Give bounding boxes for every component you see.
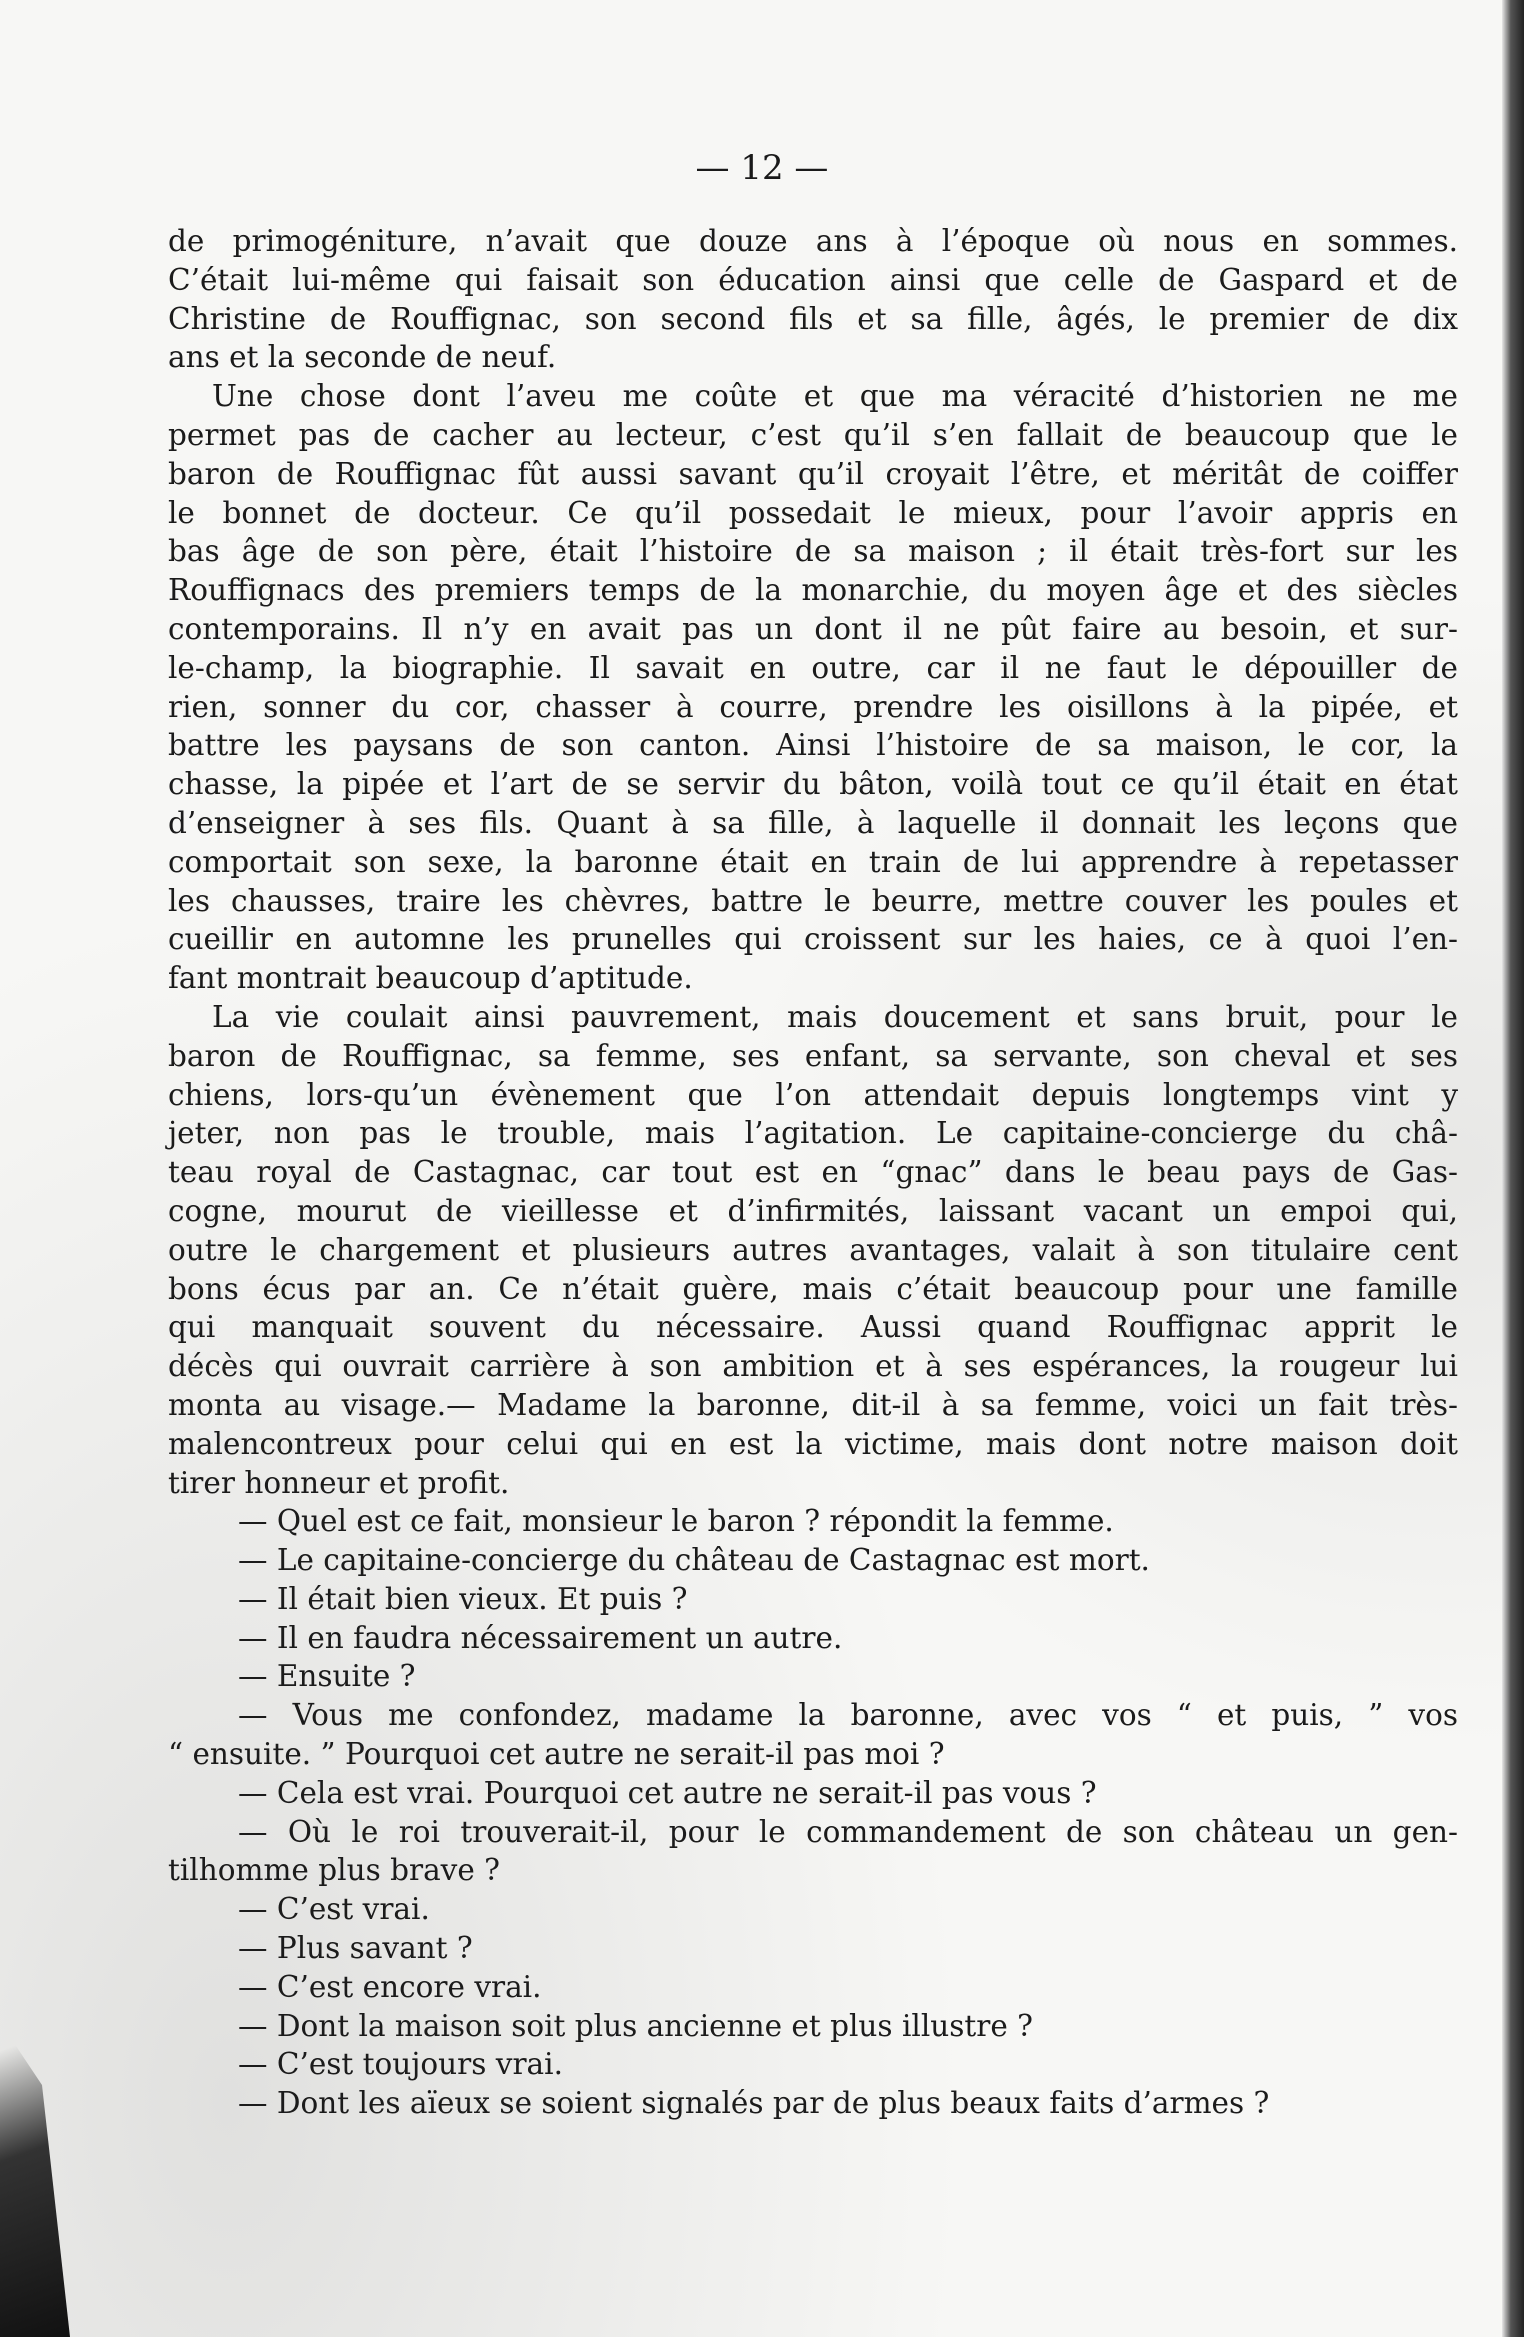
text-line: — Cela est vrai. Pourquoi cet autre ne serait-il pas vous ?: [238, 1775, 1097, 1810]
text-line: chiens, lors-qu’un évènement que l’on attendait depuis longtemps vint y: [168, 1077, 1458, 1112]
text-line: La vie coulait ainsi pauvrement, mais doucement et sans bruit, pour le: [212, 999, 1458, 1034]
text-line: bons écus par an. Ce n’était guère, mais c’était beaucoup pour une famille: [168, 1271, 1458, 1306]
text-line: le bonnet de docteur. Ce qu’il possedait le mieux, pour l’avoir appris en: [168, 495, 1458, 530]
page-edge-shadow: [1502, 0, 1524, 2337]
text-line: — Où le roi trouverait-il, pour le commandement de son château un gen-: [238, 1814, 1458, 1849]
text-line: tirer honneur et profit.: [168, 1465, 510, 1500]
text-line: Une chose dont l’aveu me coûte et que ma véracité d’historien ne me: [212, 379, 1458, 414]
text-line: Christine de Rouffignac, son second fils et sa fille, âgés, le premier de dix: [168, 301, 1458, 336]
text-line: — Il était bien vieux. Et puis ?: [238, 1581, 688, 1616]
text-line: outre le chargement et plusieurs autres avantages, valait à son titulaire cent: [168, 1232, 1458, 1267]
text-line: comportait son sexe, la baronne était en train de lui apprendre à repetasser: [168, 844, 1458, 879]
text-line: battre les paysans de son canton. Ainsi l’histoire de sa maison, le cor, la: [168, 728, 1458, 763]
text-line: bas âge de son père, était l’histoire de sa maison ; il était très-fort sur les: [168, 534, 1458, 569]
body-text: [168, 222, 1458, 2123]
text-line: les chausses, traire les chèvres, battre le beurre, mettre couver les poules et: [168, 883, 1458, 918]
text-line: monta au visage.— Madame la baronne, dit-il à sa femme, voici un fait très-: [168, 1387, 1458, 1422]
text-line: — Quel est ce fait, monsieur le baron ? répondit la femme.: [238, 1504, 1114, 1539]
text-line: — Le capitaine-concierge du château de Castagnac est mort.: [238, 1543, 1150, 1578]
text-line: de primogéniture, n’avait que douze ans à l’époque où nous en sommes.: [168, 224, 1458, 258]
page-number: — 12 —: [695, 148, 829, 188]
text-line: décès qui ouvrait carrière à son ambition et à ses espérances, la rougeur lui: [168, 1349, 1458, 1384]
text-line: C’était lui-même qui faisait son éducation ainsi que celle de Gaspard et de: [168, 262, 1458, 297]
text-line: permet pas de cacher au lecteur, c’est qu’il s’en fallait de beaucoup que le: [168, 417, 1458, 452]
text-line: tilhomme plus brave ?: [168, 1853, 500, 1888]
text-line: le-champ, la biographie. Il savait en outre, car il ne faut le dépouiller de: [168, 650, 1458, 685]
text-line: — Ensuite ?: [238, 1659, 416, 1694]
text-line: cogne, mourut de vieillesse et d’infirmités, laissant vacant un empoi qui,: [168, 1193, 1458, 1228]
text-line: — C’est encore vrai.: [238, 1969, 542, 2004]
text-line: Rouffignacs des premiers temps de la monarchie, du moyen âge et des siècles: [168, 573, 1458, 608]
text-line: contemporains. Il n’y en avait pas un dont il ne pût faire au besoin, et sur-: [168, 611, 1458, 646]
text-line: fant montrait beaucoup d’aptitude.: [168, 961, 693, 996]
text-line: jeter, non pas le trouble, mais l’agitation. Le capitaine-concierge du châ-: [168, 1116, 1458, 1151]
text-line: — Il en faudra nécessairement un autre.: [238, 1620, 843, 1655]
text-line: teau royal de Castagnac, car tout est en “gnac” dans le beau pays de Gas-: [168, 1155, 1458, 1190]
text-line: — Vous me confondez, madame la baronne, avec vos “ et puis, ” vos: [238, 1698, 1458, 1733]
text-line: — Dont les aïeux se soient signalés par de plus beaux faits d’armes ?: [238, 2086, 1270, 2121]
text-line: chasse, la pipée et l’art de se servir du bâton, voilà tout ce qu’il était en état: [168, 767, 1458, 802]
text-line: “ ensuite. ” Pourquoi cet autre ne serait-il pas moi ?: [168, 1737, 945, 1772]
text-line: cueillir en automne les prunelles qui croissent sur les haies, ce à quoi l’en-: [168, 922, 1458, 957]
text-line: — Plus savant ?: [238, 1931, 473, 1966]
text-line: — Dont la maison soit plus ancienne et plus illustre ?: [238, 2008, 1034, 2043]
page-corner-shadow: [0, 1917, 70, 2337]
text-line: d’enseigner à ses fils. Quant à sa fille, à laquelle il donnait les leçons que: [168, 805, 1458, 840]
text-line: ans et la seconde de neuf.: [168, 340, 557, 375]
text-line: — C’est vrai.: [238, 1892, 430, 1927]
text-line: qui manquait souvent du nécessaire. Aussi quand Rouffignac apprit le: [168, 1310, 1458, 1345]
text-line: baron de Rouffignac, sa femme, ses enfant, sa servante, son cheval et ses: [168, 1038, 1458, 1073]
text-line: — C’est toujours vrai.: [238, 2047, 563, 2082]
text-line: baron de Rouffignac fût aussi savant qu’il croyait l’être, et méritât de coiffer: [168, 456, 1458, 491]
text-line: rien, sonner du cor, chasser à courre, prendre les oisillons à la pipée, et: [168, 689, 1458, 724]
text-line: malencontreux pour celui qui en est la victime, mais dont notre maison doit: [168, 1426, 1458, 1461]
